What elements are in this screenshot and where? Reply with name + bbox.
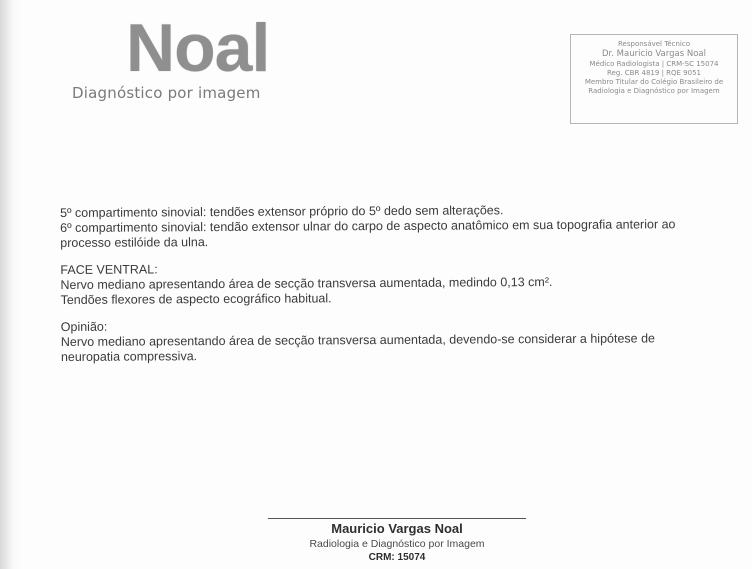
report-line: processo estilóide da ulna. [60, 235, 209, 250]
signature-crm: CRM: 15074 [368, 552, 426, 563]
report-line: 6º compartimento sinovial: tendão extensor ulnar do carpo de aspecto anatômico em sua topografia anterior ao [60, 217, 676, 235]
report-line: Nervo mediano apresentando área de secção transversa aumentada, medindo 0,13 cm². [60, 274, 553, 292]
responsible-physician-stamp [570, 34, 738, 124]
stamp-line-title: Responsável Técnico [618, 40, 690, 48]
report-body [60, 202, 751, 365]
stamp-line-crm: Médico Radiologista | CRM-SC 15074 [589, 60, 719, 68]
report-line: Tendões flexores de aspecto ecográfico habitual. [60, 291, 332, 307]
signature-name: Mauricio Vargas Noal [331, 521, 463, 536]
signature-department: Radiologia e Diagnóstico por Imagem [309, 538, 485, 550]
stamp-line-name: Dr. Mauricio Vargas Noal [602, 49, 706, 59]
logo-wordmark: Noal [126, 10, 270, 86]
clinic-logo [72, 10, 292, 102]
signature-block [268, 518, 526, 565]
report-line: neuropatia compressiva. [60, 349, 198, 364]
section-title-ventral: FACE VENTRAL: [60, 262, 158, 277]
stamp-line-college: Radiologia e Diagnóstico por Imagem [588, 87, 720, 95]
logo-subtitle: Diagnóstico por imagem [72, 84, 261, 102]
stamp-line-reg: Reg. CBR 4819 | RQE 9051 [607, 69, 701, 77]
report-line: 5º compartimento sinovial: tendões extensor próprio do 5º dedo sem alterações. [60, 203, 504, 220]
report-line: Nervo mediano apresentando área de secção transversa aumentada, devendo-se considerar a hipótese de [60, 331, 656, 349]
stamp-line-member: Membro Titular do Colégio Brasileiro de [584, 78, 724, 86]
opinion-title: Opinião: [60, 319, 108, 334]
scan-edge-shadow [0, 0, 22, 569]
